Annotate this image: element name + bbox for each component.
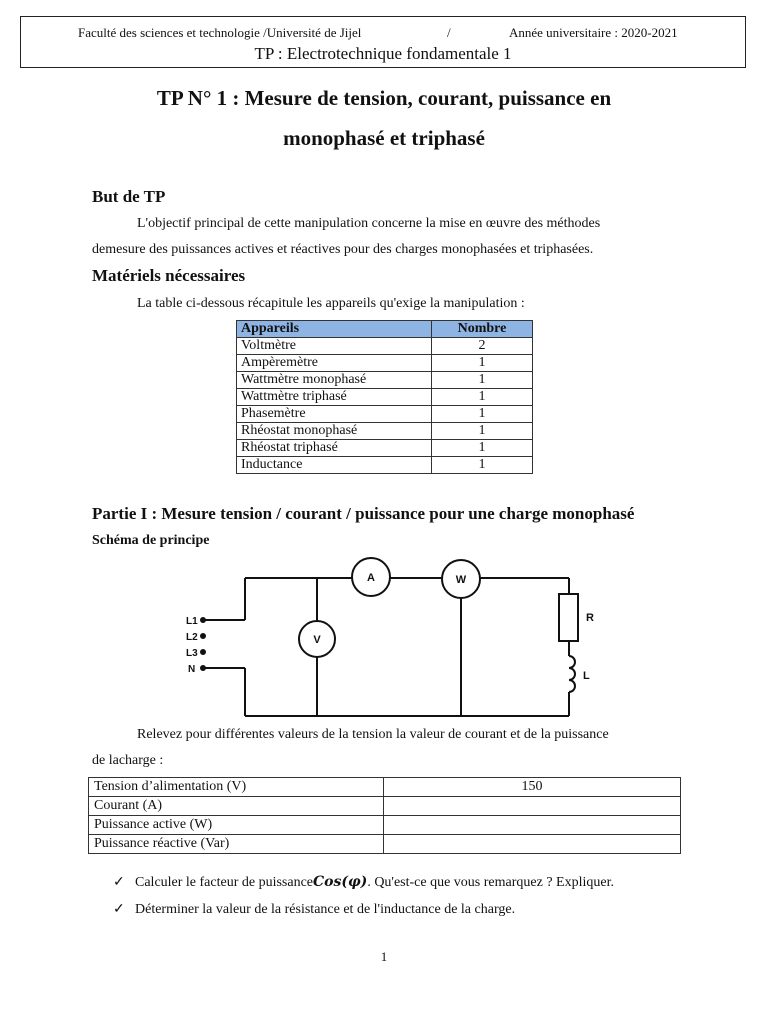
faculty-text: Faculté des sciences et technologie /Université de Jijel (78, 25, 362, 40)
but-text-line2: demesure des puissances actives et réactives pour des charges monophasées et triphasées. (92, 242, 594, 257)
measure-value (384, 835, 681, 854)
materiels-intro: La table ci-dessous récapitule les appareils qu'exige la manipulation : (137, 296, 525, 311)
terminal-label-n: N (188, 664, 196, 675)
equipment-name: Wattmètre triphasé (237, 389, 432, 406)
bullet-item-resistance (113, 901, 515, 918)
but-heading: But de TP (92, 187, 166, 206)
table-row (89, 797, 681, 816)
terminal-label-l1: L1 (186, 616, 198, 627)
equipment-count: 1 (432, 440, 533, 457)
wattmeter-label: W (455, 574, 467, 586)
equipment-name: Ampèremètre (237, 355, 432, 372)
equipment-count: 1 (432, 389, 533, 406)
equipment-name: Wattmètre monophasé (237, 372, 432, 389)
table-row (89, 778, 681, 797)
column-header-appareils: Appareils (237, 321, 432, 338)
equipment-name: Rhéostat monophasé (237, 423, 432, 440)
table-row (89, 816, 681, 835)
but-text-line1: L'objectif principal de cette manipulation concerne la mise en œuvre des méthodes (137, 216, 601, 231)
equipment-count: 1 (432, 423, 533, 440)
course-title: TP : Electrotechnique fondamentale 1 (254, 44, 512, 63)
bullet1-text-post: . Qu'est-ce que vous remarquez ? Expliquer. (367, 875, 614, 890)
inductor-label: L (583, 670, 590, 682)
inductor-symbol (569, 656, 575, 692)
table-row (89, 835, 681, 854)
column-header-nombre: Nombre (432, 321, 533, 338)
power-factor-formula: 𝑪𝒐𝒔(𝝋) (313, 874, 368, 890)
header-separator: / (447, 25, 451, 40)
instruction-line1: Relevez pour différentes valeurs de la tension la valeur de courant et de la puissance (137, 727, 609, 742)
resistor-symbol (559, 594, 578, 641)
document-title-line2: monophasé et triphasé (283, 126, 485, 150)
measure-label: Tension d’alimentation (V) (89, 778, 384, 797)
ammeter-label: A (367, 572, 375, 584)
measure-value: 150 (384, 778, 681, 797)
bullet2-text: Déterminer la valeur de la résistance et de l'inductance de la charge. (135, 902, 516, 917)
page-number: 1 (380, 949, 388, 964)
terminal-dot (200, 649, 206, 655)
document-title-line1: TP N° 1 : Mesure de tension, courant, puissance en (156, 86, 612, 110)
equipment-count: 2 (432, 338, 533, 355)
terminal-label-l3: L3 (186, 648, 198, 659)
measure-label: Puissance réactive (Var) (89, 835, 384, 854)
equipment-count: 1 (432, 406, 533, 423)
voltmeter-label: V (313, 634, 321, 646)
bullet-item-power-factor (113, 874, 614, 891)
equipment-count: 1 (432, 355, 533, 372)
check-icon: ✓ (113, 875, 125, 890)
equipment-name: Voltmètre (237, 338, 432, 355)
terminal-dot (200, 617, 206, 623)
partie1-heading: Partie I : Mesure tension / courant / puissance pour une charge monophasé (92, 504, 635, 523)
bullet1-text-pre: Calculer le facteur de puissance (135, 875, 314, 890)
measure-label: Courant (A) (89, 797, 384, 816)
academic-year: Année universitaire : 2020-2021 (509, 25, 678, 40)
terminal-dot (200, 633, 206, 639)
equipment-count: 1 (432, 457, 533, 474)
measure-value (384, 797, 681, 816)
equipment-name: Phasemètre (237, 406, 432, 423)
schema-label: Schéma de principe (92, 533, 210, 548)
terminal-dot (200, 665, 206, 671)
measurement-table (88, 777, 681, 854)
measure-label: Puissance active (W) (89, 816, 384, 835)
check-icon: ✓ (113, 902, 125, 917)
resistor-label: R (586, 612, 594, 624)
measure-value (384, 816, 681, 835)
terminal-label-l2: L2 (186, 632, 198, 643)
equipment-name: Inductance (237, 457, 432, 474)
instruction-line2: de lacharge : (92, 753, 164, 768)
equipment-name: Rhéostat triphasé (237, 440, 432, 457)
materiels-heading: Matériels nécessaires (92, 266, 246, 285)
equipment-count: 1 (432, 372, 533, 389)
